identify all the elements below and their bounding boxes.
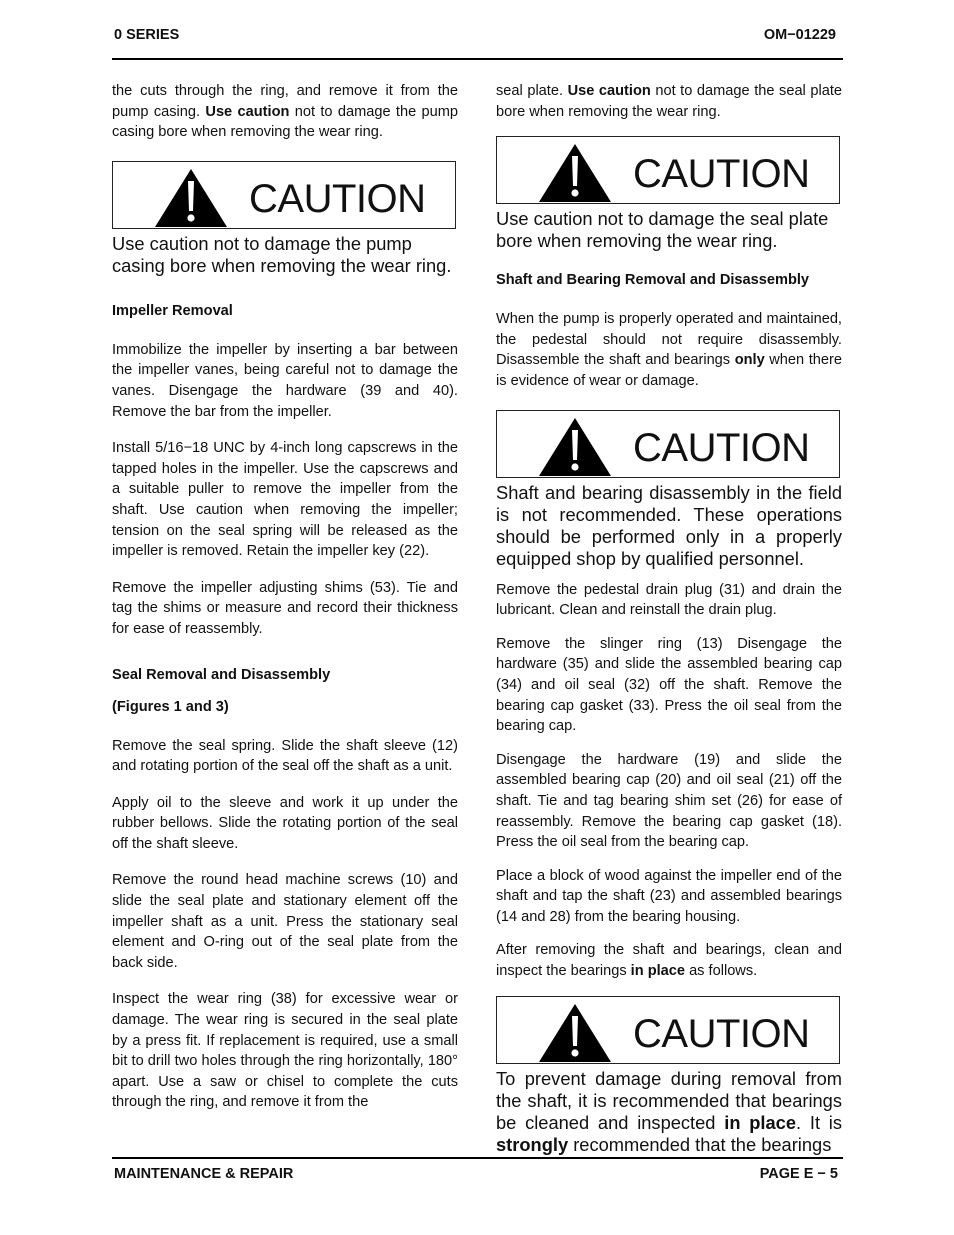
caution-label: CAUTION	[633, 152, 810, 197]
impeller-paragraph-1: Immobilize the impeller by inserting a bar between the impeller vanes, being careful not to damage the vanes. Disengage the hardware (39 and 40). Remove the bar from the impeller.	[112, 341, 458, 420]
caution-box	[112, 161, 456, 229]
right-column	[496, 81, 842, 1156]
impeller-removal-heading: Impeller Removal	[112, 302, 233, 319]
caution-box	[496, 996, 840, 1064]
page-footer	[112, 1166, 840, 1186]
left-column	[112, 81, 458, 1113]
left-paragraph-1: the cuts through the ring, and remove it from the pump casing. Use caution not to damage the pump casing bore when removing the wear ring.	[112, 83, 459, 141]
impeller-paragraph-3: Remove the impeller adjusting shims (53). Tie and tag the shims or measure and record their thickness for ease of reassembly.	[112, 579, 458, 637]
warning-triangle-icon	[537, 416, 613, 478]
shaft-bearing-heading: Shaft and Bearing Removal and Disassembly	[496, 272, 810, 289]
header-series: 0 SERIES	[114, 27, 180, 43]
header-rule	[112, 58, 843, 60]
shaft-paragraph-6: After removing the shaft and bearings, clean and inspect the bearings in place as follows.	[496, 942, 842, 980]
caution-label: CAUTION	[249, 176, 426, 221]
caution-box	[496, 410, 840, 478]
seal-removal-heading: Seal Removal and Disassembly	[112, 666, 331, 683]
impeller-paragraph-2: Install 5/16−18 UNC by 4-inch long capscrews in the tapped holes in the impeller. Use the capscrews and a suitable puller to remove the impeller from the shaft. Use caution when removing the impeller; tension on the seal spring will be released as the impeller is removed. Retain the impeller key (22).	[112, 440, 458, 560]
header-doc-number: OM−01229	[763, 27, 836, 43]
warning-triangle-icon	[537, 1002, 613, 1064]
caution-label: CAUTION	[633, 1011, 810, 1056]
shaft-paragraph-2: Remove the pedestal drain plug (31) and drain the lubricant. Clean and reinstall the drain plug.	[496, 581, 842, 619]
shaft-paragraph-3: Remove the slinger ring (13) Disengage the hardware (35) and slide the assembled bearing cap (34) and oil seal (32) off the shaft. Remove the bearing cap gasket (33). Press the oil seal from the bearing cap.	[496, 635, 842, 735]
right-paragraph-1: seal plate. Use caution not to damage the seal plate bore when removing the wear ring.	[496, 83, 842, 120]
caution-text: Shaft and bearing disassembly in the field is not recommended. These operations should be performed only in a properly equipped shop by qualified personnel.	[496, 481, 842, 569]
page-header	[112, 27, 840, 47]
caution-text: Use caution not to damage the pump casing bore when removing the wear ring.	[112, 232, 452, 276]
caution-box	[496, 136, 840, 204]
seal-paragraph-4: Inspect the wear ring (38) for excessive wear or damage. The wear ring is secured in the seal plate by a press fit. If replacement is required, use a small bit to drill two holes through the ring horizontally, 180° apart. Use a saw or chisel to complete the cuts through the ring, and remove it from the	[112, 991, 458, 1111]
seal-figures-reference: (Figures 1 and 3)	[112, 698, 229, 715]
seal-paragraph-3: Remove the round head machine screws (10) and slide the seal plate and stationary element off the impeller shaft as a unit. Press the stationary seal element and O-ring out of the seal plate from the back side.	[112, 872, 458, 971]
warning-triangle-icon	[537, 142, 613, 204]
shaft-paragraph-4: Disengage the hardware (19) and slide the assembled bearing cap (20) and oil seal (21) off the shaft. Tie and tag bearing shim set (26) for ease of reassembly. Remove the bearing cap gasket (18). Press the oil seal from the bearing cap.	[496, 751, 842, 851]
footer-rule	[112, 1157, 843, 1159]
shaft-paragraph-1: When the pump is properly operated and maintained, the pedestal should not require disassembly. Disassemble the shaft and bearings only when there is evidence of wear or damage.	[496, 311, 842, 389]
seal-paragraph-1: Remove the seal spring. Slide the shaft sleeve (12) and rotating portion of the seal off the shaft as a unit.	[112, 737, 458, 775]
footer-section: MAINTENANCE & REPAIR	[114, 1166, 294, 1182]
warning-triangle-icon	[153, 167, 229, 229]
caution-text: To prevent damage during removal from the shaft, it is recommended that bearings be cleaned and inspected in place. It is strongly recommended that the bearings	[496, 1067, 843, 1155]
footer-page-number: PAGE E − 5	[759, 1166, 838, 1182]
caution-text: Use caution not to damage the seal plate bore when removing the wear ring.	[496, 208, 829, 252]
shaft-paragraph-5: Place a block of wood against the impeller end of the shaft and tap the shaft (23) and assembled bearings (14 and 28) from the bearing housing.	[496, 867, 842, 925]
caution-label: CAUTION	[633, 425, 810, 470]
seal-paragraph-2: Apply oil to the sleeve and work it up under the rubber bellows. Slide the rotating portion of the seal off the shaft sleeve.	[112, 794, 458, 852]
